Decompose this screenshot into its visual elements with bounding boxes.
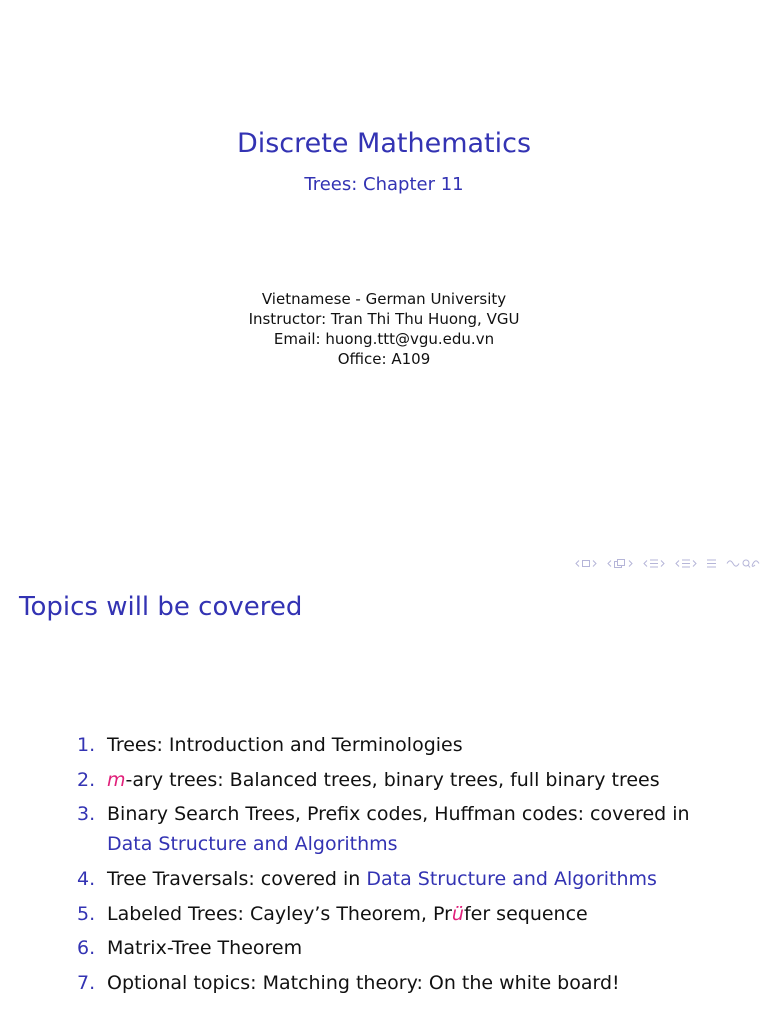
nav-next-frame-icon[interactable] <box>592 560 597 567</box>
topic-list <box>0 730 768 1003</box>
beamer-navigation-bar <box>575 555 760 571</box>
office-location: Office: A109 <box>337 350 431 368</box>
item-number: 1. <box>77 734 96 756</box>
item-number: 3. <box>77 803 96 826</box>
nav-prev-frame-icon[interactable] <box>575 560 580 567</box>
item-text: Optional topics: Matching theory: On the white board! <box>107 972 620 995</box>
nav-section-icon[interactable] <box>682 559 690 568</box>
instructor-name: Instructor: Tran Thi Thu Huong, VGU <box>248 310 520 328</box>
list-item <box>0 864 727 894</box>
item-text: Tree Traversals: covered in <box>107 868 367 891</box>
author-info <box>0 289 768 369</box>
nav-frame-icon[interactable] <box>582 560 590 567</box>
item-number: 6. <box>77 937 96 960</box>
list-item <box>0 933 727 963</box>
umlaut-highlight: ü <box>451 902 464 925</box>
math-variable-m: m <box>107 768 126 791</box>
list-item <box>0 899 727 929</box>
list-item <box>0 730 727 760</box>
nav-prev-section-icon[interactable] <box>643 560 648 567</box>
dsa-link[interactable]: Data Structure and Algorithms <box>107 833 398 856</box>
dsa-link[interactable]: Data Structure and Algorithms <box>366 868 657 891</box>
list-item <box>0 799 727 859</box>
nav-subsection-icon[interactable] <box>614 559 626 568</box>
item-text: -ary trees: Balanced trees, binary trees, full binary trees <box>125 768 660 791</box>
instructor-email: Email: huong.ttt@vgu.edu.vn <box>273 330 495 348</box>
item-number: 7. <box>77 972 96 995</box>
frame-title: Topics will be covered <box>19 592 303 622</box>
nav-next-section-icon[interactable] <box>692 560 697 567</box>
topics-slide <box>0 576 768 1024</box>
item-text: Binary Search Trees, Prefix codes, Huffman codes: covered in <box>107 803 690 826</box>
item-text: Trees: Introduction and Terminologies <box>107 734 463 756</box>
nav-search-icon[interactable] <box>726 559 760 568</box>
item-text-end: fer sequence <box>463 902 588 925</box>
list-item <box>0 765 727 795</box>
nav-doc-icon[interactable] <box>707 559 716 568</box>
presentation-title: Discrete Mathematics <box>236 128 532 159</box>
university-name: Vietnamese - German University <box>261 290 507 308</box>
item-number: 2. <box>77 768 96 791</box>
nav-prev-section-icon[interactable] <box>675 560 680 567</box>
item-text: Labeled Trees: Cayley’s Theorem, Pr <box>107 902 452 925</box>
item-number: 5. <box>77 902 96 925</box>
nav-prev-subsection-icon[interactable] <box>607 560 612 567</box>
nav-next-section-icon[interactable] <box>660 560 665 567</box>
item-text: Matrix-Tree Theorem <box>107 937 303 960</box>
nav-next-subsection-icon[interactable] <box>628 560 633 567</box>
nav-section-icon[interactable] <box>650 559 658 568</box>
presentation-subtitle: Trees: Chapter 11 <box>304 174 464 195</box>
item-number: 4. <box>77 868 96 891</box>
list-item <box>0 968 727 998</box>
